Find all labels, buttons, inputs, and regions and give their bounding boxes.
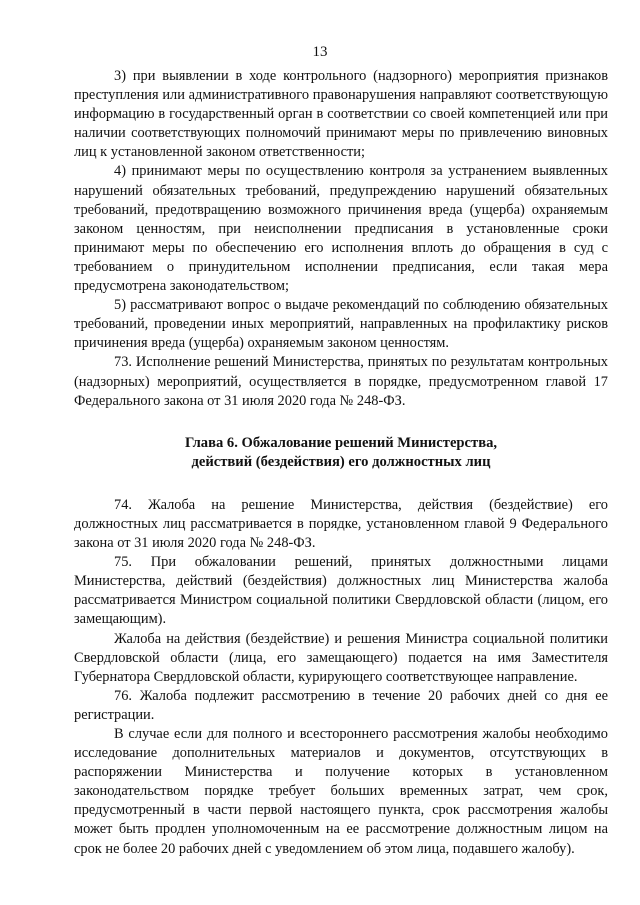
- paragraph-75: 75. При обжаловании решений, принятых должностными лицами Министерства, действий (бездействия) должностных лиц Министерства жалоба рассматривается Министром социальной политики Свердловской области (лицом, его замещающим).: [74, 554, 608, 628]
- paragraph-item-5: 5) рассматривают вопрос о выдаче рекомендаций по соблюдению обязательных требований, проведении иных мероприятий, направленных на профилактику рисков причинения вреда (ущерба) охраняемым законом ценностям.: [74, 297, 608, 352]
- paragraph-74: 74. Жалоба на решение Министерства, действия (бездействие) его должностных лиц рассматривается в порядке, установленном главой 9 Федерального закона от 31 июля 2020 года № 248-ФЗ.: [74, 496, 608, 552]
- chapter-heading-line-1: Глава 6. Обжалование решений Министерства,: [184, 434, 498, 451]
- paragraph-76: 76. Жалоба подлежит рассмотрению в течение 20 рабочих дней со дня ее регистрации.: [74, 687, 608, 723]
- paragraph-item-3: 3) при выявлении в ходе контрольного (надзорного) мероприятия признаков преступления или административного правонарушения направляют соответствующую информацию в государственный орган в соответствии со своей компетенцией или при наличии соответствующих полномочий принимают меры по привлечению виновных лиц к установленной законом ответственности;: [74, 68, 608, 161]
- paragraph-75-complaint-minister: Жалоба на действия (бездействие) и решения Министра социальной политики Свердловской области (лица, его замещающего) подается на имя Заместителя Губернатора Свердловской области, курирующего соответствующее направление.: [74, 630, 608, 685]
- document-body: [74, 67, 608, 859]
- paragraph-76-extension: В случае если для полного и всестороннего рассмотрения жалобы необходимо исследование дополнительных материалов и документов, отсутствующих в распоряжении Министерства и получение которых в установленном законодательством порядке требует больших временных затрат, чем срок, предусмотренный в части первой настоящего пункта, срок рассмотрения жалобы может быть продлен уполномоченным на ее рассмотрение должностным лицом на срок не более 20 рабочих дней с уведомлением об этом лица, подавшего жалобу).: [74, 726, 608, 857]
- page-number: 13: [312, 44, 328, 60]
- chapter-heading: [74, 434, 608, 472]
- chapter-heading-line-2: действий (бездействия) его должностных лиц: [191, 453, 491, 470]
- paragraph-73: 73. Исполнение решений Министерства, принятых по результатам контрольных (надзорных) мероприятий, осуществляется в порядке, предусмотренном главой 17 Федерального закона от 31 июля 2020 года № 248-ФЗ.: [74, 354, 608, 409]
- paragraph-item-4: 4) принимают меры по осуществлению контроля за устранением выявленных нарушений обязательных требований, предупреждению нарушений обязательных требований, предотвращению возможного причинения вреда (ущерба) охраняемым законом ценностям, при неисполнении предписания в установленные сроки принимают меры по обеспечению его исполнения вплоть до обращения в суд с требованием о принудительном исполнении предписания, если такая мера предусмотрена законодательством;: [74, 163, 608, 295]
